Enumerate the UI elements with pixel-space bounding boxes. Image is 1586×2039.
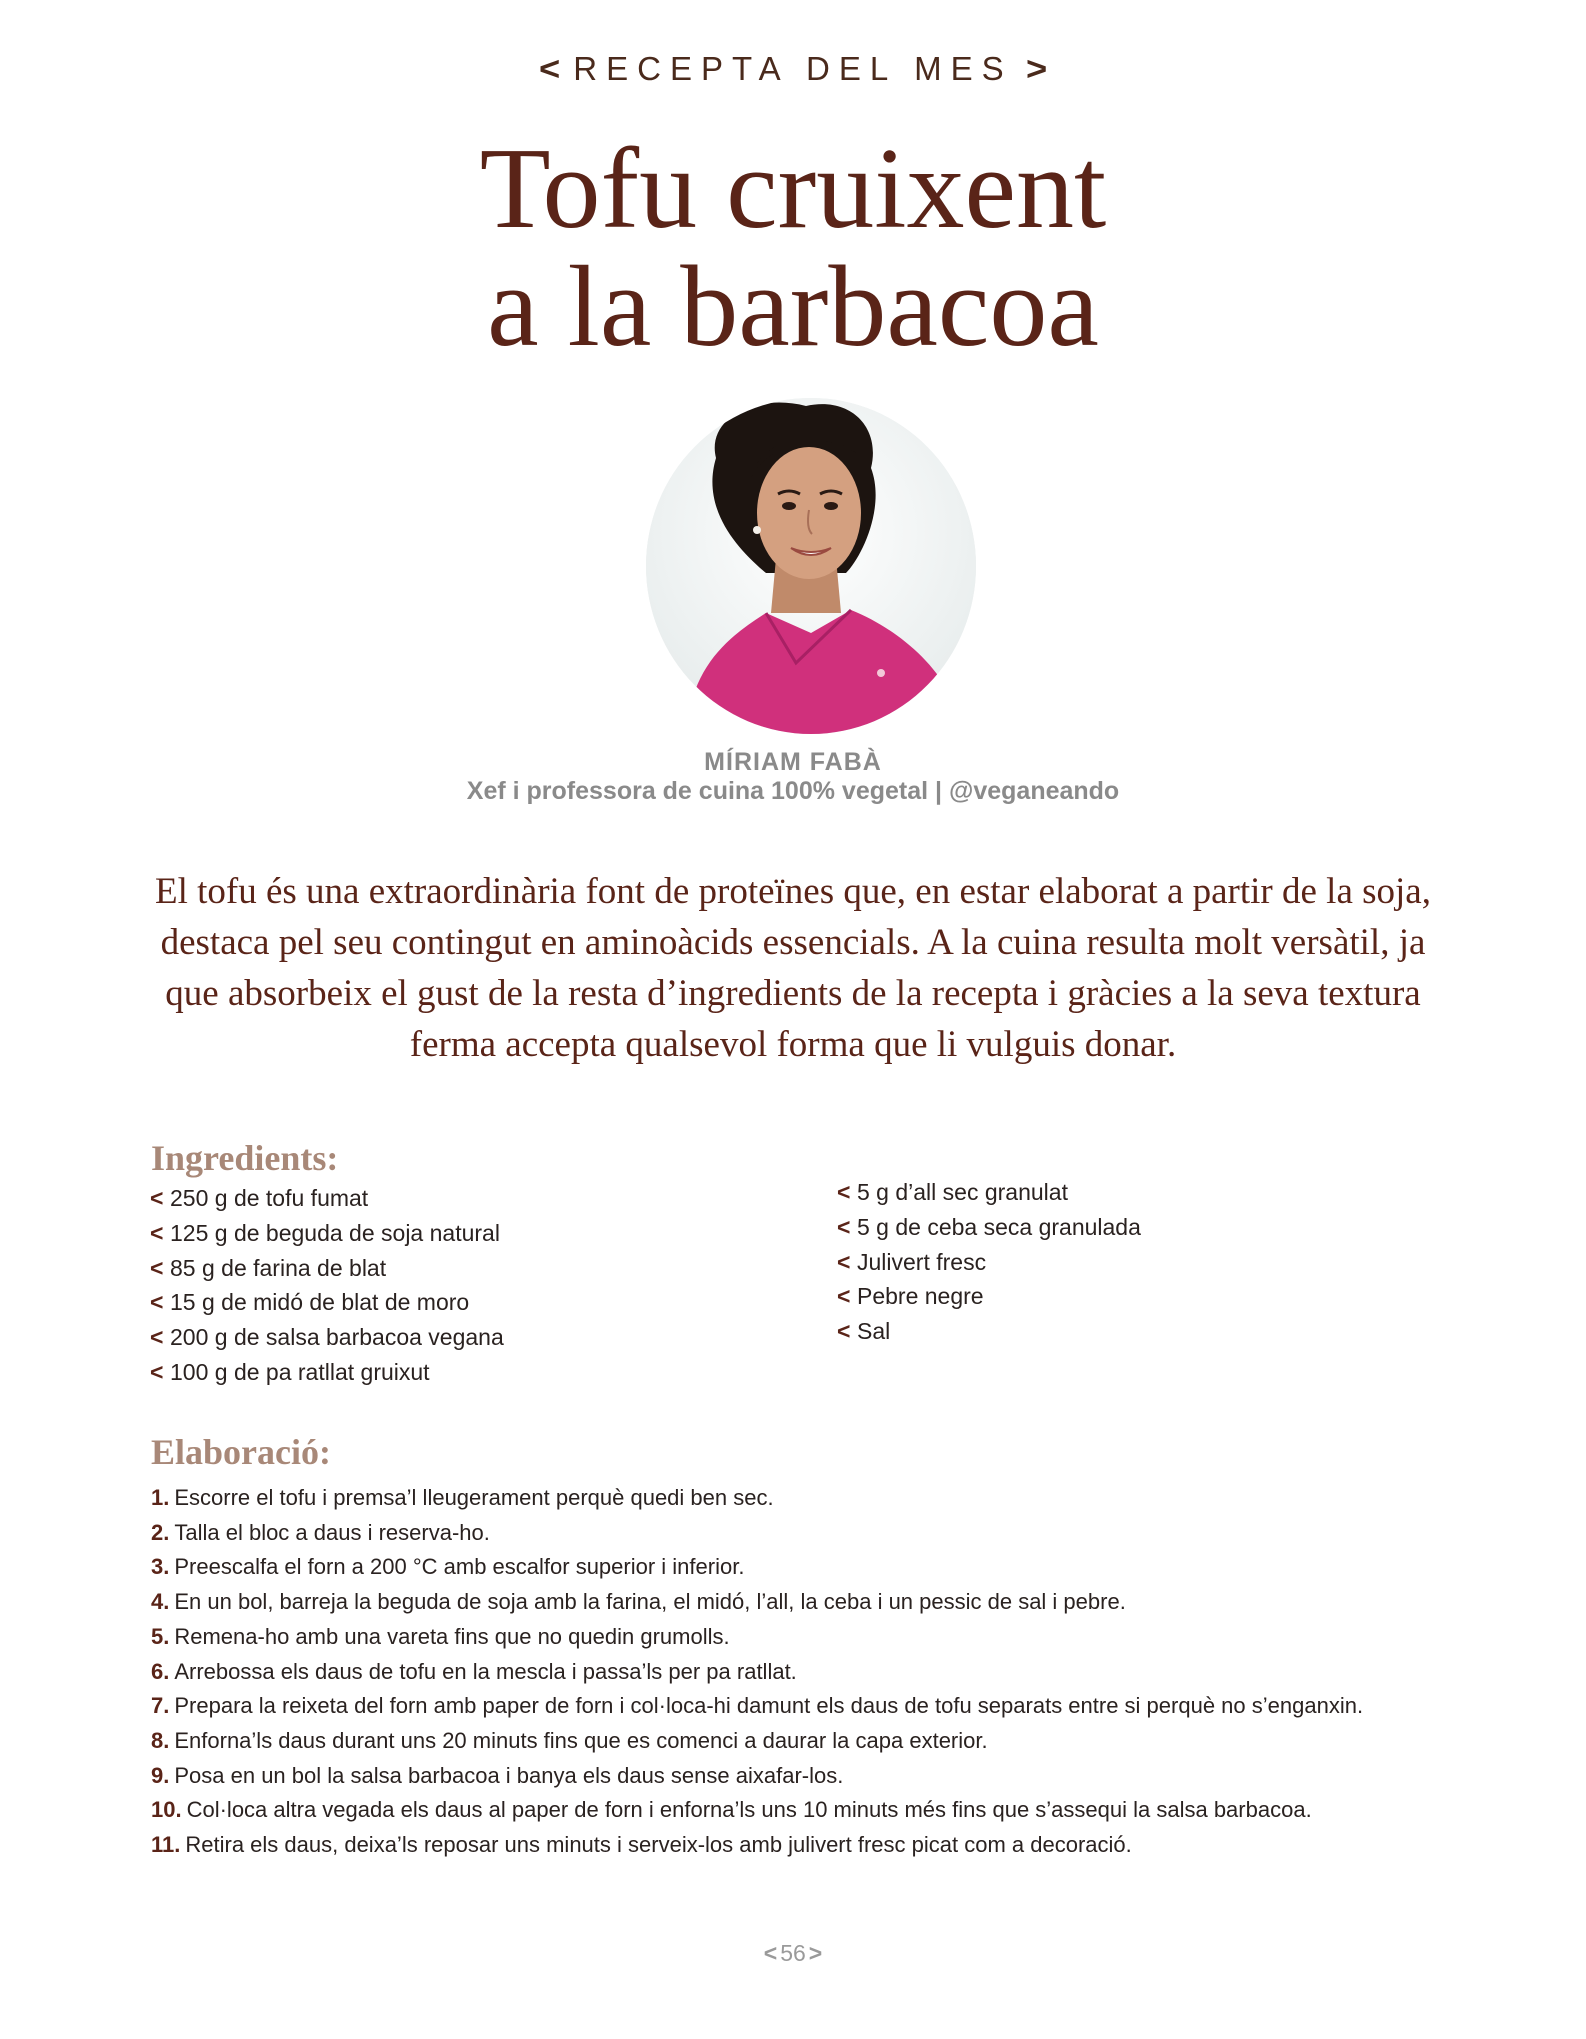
step-text: En un bol, barreja la beguda de soja amb la farina, el midó, l’all, la ceba i un pessic de sal i pebre. [174, 1589, 1126, 1615]
step-text: Posa en un bol la salsa barbacoa i banya els daus sense aixafar-los. [174, 1762, 844, 1788]
list-item [150, 1355, 504, 1390]
ingredient-text: Julivert fresc [857, 1248, 987, 1275]
list-item [150, 1216, 504, 1251]
intro-paragraph: El tofu és una extraordinària font de proteïnes que, en estar elaborat a partir de la soja, destaca pel seu contingut en aminoàcids essencials. A la cuina resulta molt versàtil, ja que absorbeix el gust de la resta d’ingredients de la recepta i gràcies a la seva textura ferma accepta qualsevol forma que li vulguis donar. [155, 871, 1431, 1065]
chevron-bullet-icon: < [837, 1283, 851, 1310]
ingredient-text: Sal [857, 1318, 891, 1345]
step-text: Prepara la reixeta del forn amb paper de forn i col·loca-hi damunt els daus de tofu separats entre si perquè no s’enganxin. [174, 1693, 1364, 1719]
section-kicker [0, 50, 1586, 88]
ingredient-text: 5 g de ceba seca granulada [857, 1213, 1141, 1240]
step-number: 3. [151, 1554, 170, 1580]
step-item [151, 1620, 1481, 1655]
ingredients-list-left [150, 1181, 504, 1390]
step-item [151, 1550, 1481, 1585]
list-item [837, 1175, 1141, 1210]
author-portrait-illustration [646, 398, 976, 734]
step-text: Enforna’ls daus durant uns 20 minuts fins que es comenci a daurar la capa exterior. [174, 1727, 988, 1753]
chevron-bullet-icon: < [837, 1213, 851, 1240]
ingredient-text: 5 g d’all sec granulat [857, 1179, 1068, 1205]
list-item [150, 1285, 504, 1320]
page-number-value: 56 [780, 1940, 806, 1966]
chevron-left-icon: < [539, 50, 561, 87]
ingredients-heading: Ingredients: [151, 1138, 339, 1178]
chevron-bullet-icon: < [837, 1248, 851, 1275]
elaboracio-heading: Elaboració: [151, 1432, 331, 1472]
step-item [151, 1724, 1481, 1759]
list-item [150, 1251, 504, 1286]
list-item [837, 1210, 1141, 1245]
chevron-right-icon: > [1025, 50, 1047, 87]
step-text: Preescalfa el forn a 200 °C amb escalfor superior i inferior. [174, 1554, 745, 1580]
step-number: 4. [151, 1589, 170, 1615]
step-number: 7. [151, 1693, 170, 1719]
step-number: 6. [151, 1658, 170, 1684]
step-item [151, 1655, 1481, 1690]
kicker-label: RECEPTA DEL MES [573, 50, 1013, 87]
ingredient-text: 100 g de pa ratllat gruixut [170, 1358, 430, 1385]
list-item [150, 1181, 504, 1216]
chevron-bullet-icon: < [837, 1318, 851, 1345]
chevron-left-icon: < [763, 1940, 778, 1966]
steps-list [151, 1481, 1481, 1863]
chevron-bullet-icon: < [150, 1289, 164, 1316]
list-item [837, 1279, 1141, 1314]
author-name: MÍRIAM FABÀ [704, 748, 882, 776]
step-item [151, 1828, 1481, 1863]
ingredients-list-right [837, 1175, 1141, 1349]
step-number: 9. [151, 1762, 170, 1788]
author-photo [646, 398, 976, 734]
step-number: 10. [151, 1797, 182, 1823]
step-text: Talla el bloc a daus i reserva-ho. [174, 1519, 490, 1545]
list-item [837, 1314, 1141, 1349]
ingredient-text: 15 g de midó de blat de moro [170, 1289, 470, 1316]
list-item [837, 1245, 1141, 1280]
step-text: Retira els daus, deixa’ls reposar uns minuts i serveix-los amb julivert fresc picat com a decoració. [185, 1832, 1132, 1858]
step-text: Arrebossa els daus de tofu en la mescla i passa’ls per pa ratllat. [174, 1658, 797, 1684]
chevron-bullet-icon: < [837, 1179, 851, 1205]
step-item [151, 1793, 1481, 1828]
step-number: 5. [151, 1623, 170, 1649]
step-item [151, 1689, 1481, 1724]
page-number [0, 1940, 1586, 1967]
step-text: Remena-ho amb una vareta fins que no quedin grumolls. [174, 1623, 730, 1649]
step-number: 11. [151, 1832, 181, 1858]
author-role: Xef i professora de cuina 100% vegetal | @veganeando [466, 777, 1120, 805]
ingredient-text: 125 g de beguda de soja natural [170, 1219, 500, 1246]
page-title [0, 125, 1586, 371]
title-line-1: Tofu cruixent [479, 125, 1107, 253]
chevron-bullet-icon: < [150, 1358, 164, 1385]
ingredient-text: 250 g de tofu fumat [170, 1185, 369, 1211]
step-number: 2. [151, 1519, 170, 1545]
step-number: 8. [151, 1727, 170, 1753]
chevron-bullet-icon: < [150, 1254, 164, 1281]
step-text: Col·loca altra vegada els daus al paper de forn i enforna’ls uns 10 minuts més fins que s’assequi la salsa barbacoa. [186, 1797, 1312, 1823]
chevron-bullet-icon: < [150, 1324, 164, 1351]
step-item [151, 1585, 1481, 1620]
chevron-right-icon: > [808, 1940, 823, 1966]
ingredient-text: 200 g de salsa barbacoa vegana [170, 1324, 504, 1351]
list-item [150, 1320, 504, 1355]
step-number: 1. [151, 1485, 170, 1510]
chevron-bullet-icon: < [150, 1219, 164, 1246]
step-item [151, 1481, 1481, 1516]
step-item [151, 1759, 1481, 1794]
chevron-bullet-icon: < [150, 1185, 164, 1211]
ingredient-text: 85 g de farina de blat [170, 1254, 387, 1281]
title-line-2: a la barbacoa [487, 243, 1099, 371]
step-text: Escorre el tofu i premsa’l lleugerament perquè quedi ben sec. [174, 1485, 774, 1510]
step-item [151, 1516, 1481, 1551]
ingredient-text: Pebre negre [857, 1283, 984, 1310]
